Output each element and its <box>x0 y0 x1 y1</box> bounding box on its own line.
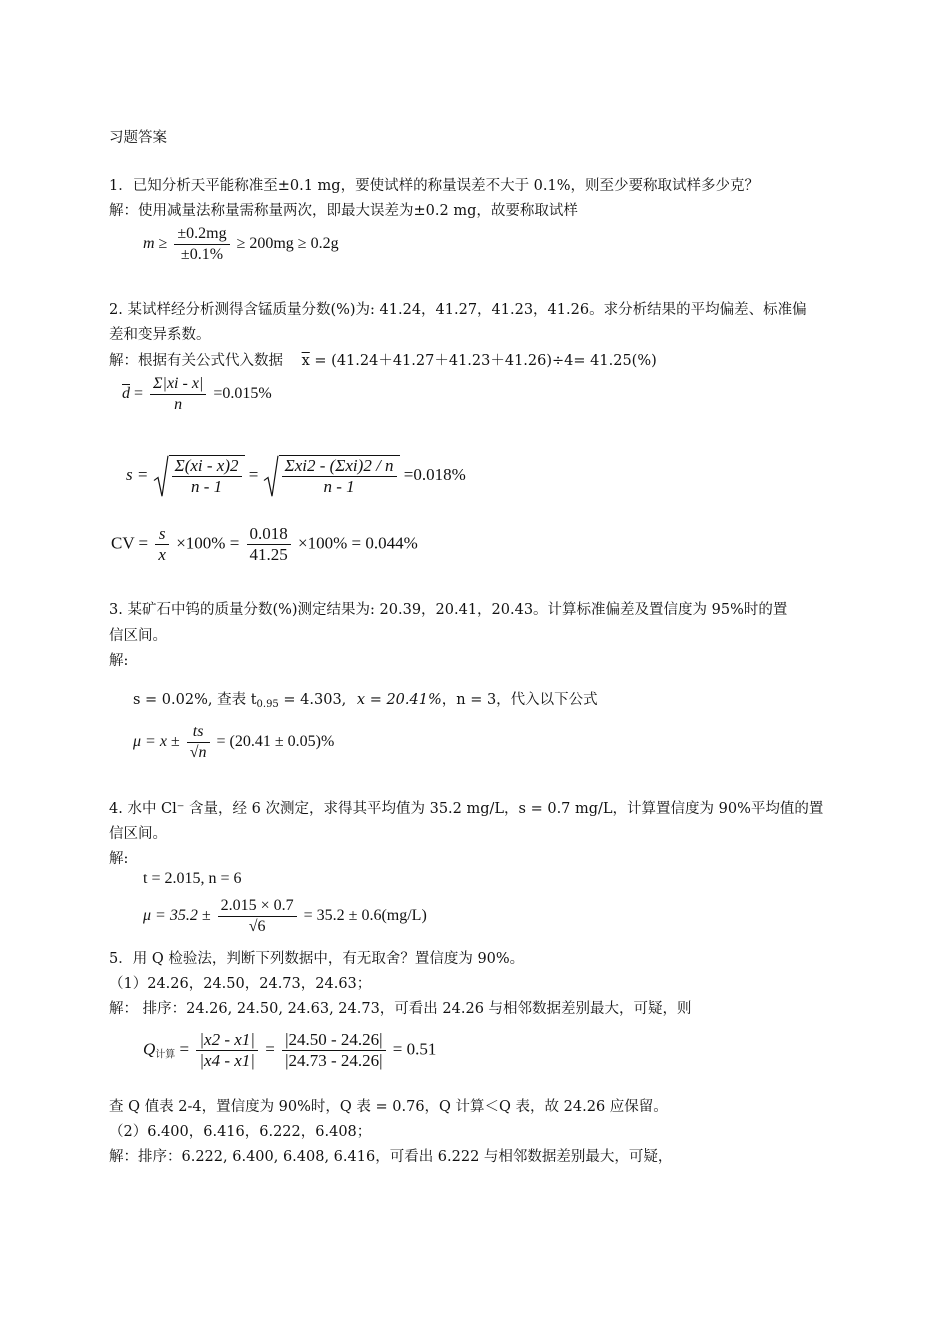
q1-fraction <box>174 224 229 265</box>
q2-sqrt-1 <box>153 455 245 497</box>
q2-cv-numerator-2: 0.018 <box>247 524 291 545</box>
q2-cv-fraction-2 <box>247 524 291 565</box>
q5-q-denominator-2: |24.73 - 24.26| <box>285 1051 383 1070</box>
q2-cv-lhs: CV = <box>111 533 149 553</box>
q2-std-formula: s = $\frac{\Sigma(xi - x)2}{n - 1}$ = $\frac{\text{Σxi2 - (Σxi)2 / n}}{n - 1}$ =0.018% <box>126 456 466 496</box>
q3-mu-numerator: ts <box>187 722 210 743</box>
q2-d-fraction <box>150 374 206 415</box>
q3-mu-lhs: μ = x ± <box>133 733 180 751</box>
q1-numerator: ±0.2mg <box>174 224 229 245</box>
q2-s-fraction-2 <box>282 456 397 497</box>
q1-denominator: ±0.1% <box>180 246 224 263</box>
q3-given: s = 0.02%, 查表 t <box>133 692 257 708</box>
q5-q-symbol: Q <box>143 1039 156 1059</box>
q3-mu-formula <box>133 722 334 763</box>
q5-q-denominator-1: |x4 - x1| <box>199 1051 255 1070</box>
q2-question-line1: 2. 某试样经分析测得含锰质量分数(%)为: 41.24，41.27，41.23，41.26。求分析结果的平均偏差、标准偏 <box>109 302 807 318</box>
q4-mu-lhs: μ = 35.2 ± <box>143 907 211 925</box>
q4-mu-result: = 35.2 ± 0.6(mg/L) <box>303 907 427 925</box>
q5-q-numerator-2: |24.50 - 24.26| <box>282 1030 385 1051</box>
q4-answer: 解: <box>109 851 129 867</box>
q1-formula-rhs: ≥ 200mg ≥ 0.2g <box>236 235 339 253</box>
q2-mean-expression: = (41.24＋41.27＋41.23＋41.26)÷4= 41.25(%) <box>309 353 657 369</box>
q2-s-fraction-1 <box>172 456 242 497</box>
q2-d-symbol: $\overline{d}$ <box>122 385 130 403</box>
q2-avg-deviation-formula: $\overline{d}$ = $\frac{\Sigma|xi - x|}{n}$ =0.015% <box>122 375 272 413</box>
q2-s-lhs: s = <box>126 464 149 484</box>
q2-cv-fraction-1 <box>155 524 169 565</box>
q5-q-formula: $Q_{计算}$ = $\frac{|x2 - x1|}{|x4 - x1|}$ = $\frac{|24.50 - 24.26|}{|24.73 - 24.26|}$ = 0.51 <box>143 1030 437 1070</box>
q5-q-fraction-1 <box>196 1030 258 1071</box>
q2-cv-numerator-1: s <box>155 524 169 545</box>
q2-question-line2: 差和变异系数。 <box>109 327 211 343</box>
radical-icon <box>263 455 279 497</box>
q2-d-result: =0.015% <box>213 385 272 403</box>
q3-t-value: = 4.303, <box>278 692 347 708</box>
q2-s-numerator-1: Σ(xi - x)2 <box>172 456 242 477</box>
q2-s-result: =0.018% <box>403 464 466 484</box>
q3-question-line2: 信区间。 <box>109 628 167 644</box>
q5-q-numerator-1: |x2 - x1| <box>196 1030 258 1051</box>
q3-question-line1: 3. 某矿石中钨的质量分数(%)测定结果为: 20.39，20.41，20.43。计算标准偏差及置信度为 95%时的置 <box>109 602 788 618</box>
q1-answer: 解：使用减量法称量需称量两次，即最大误差为±0.2 mg，故要称取试样 <box>109 203 578 219</box>
q3-mean: x = 20.41% <box>356 692 442 708</box>
q2-cv-result: ×100% = 0.044% <box>298 533 418 553</box>
q1-formula-lhs: m ≥ <box>143 235 168 253</box>
q4-t-line: t = 2.015, n = 6 <box>143 870 242 887</box>
q2-sqrt-2 <box>263 455 400 497</box>
q3-mu-result: = (20.41 ± 0.05)% <box>216 733 335 751</box>
q2-d-numerator: Σ|xi - x| <box>150 374 206 395</box>
q2-d-denominator: n <box>174 396 183 413</box>
q2-cv-mid: ×100% = <box>176 533 240 553</box>
q4-mu-denominator: √6 <box>248 918 266 935</box>
q2-s-numerator-2: Σxi2 - (Σxi)2 / n <box>282 456 397 477</box>
q2-answer-line <box>109 351 657 371</box>
q5-q-result: = 0.51 <box>392 1039 437 1059</box>
q5-part1: （1）24.26，24.50，24.73，24.63； <box>109 976 372 992</box>
q3-mu-fraction <box>187 722 210 763</box>
q4-mu-formula <box>143 896 427 937</box>
q4-mu-fraction <box>218 896 297 937</box>
q2-cv-denominator-2: 41.25 <box>249 545 288 564</box>
q2-answer: 解：根据有关公式代入数据 <box>109 353 283 369</box>
q5-conclusion1: 查 Q 值表 2-4，置信度为 90%时，Q 表 = 0.76，Q 计算＜Q 表，故 24.26 应保留。 <box>109 1099 668 1115</box>
q3-answer: 解: <box>109 653 129 669</box>
q3-given-line <box>133 690 598 715</box>
q2-s-denominator-2: n - 1 <box>323 477 355 496</box>
q5-question: 5．用 Q 检验法，判断下列数据中，有无取舍？置信度为 90%。 <box>109 951 525 967</box>
q4-question-line1: 4. 水中 Cl⁻ 含量，经 6 次测定，求得其平均值为 35.2 mg/L，s = 0.7 mg/L，计算置信度为 90%平均值的置 <box>109 801 824 817</box>
q4-question-line2: 信区间。 <box>109 826 167 842</box>
q5-solution2: 解：排序：6.222, 6.400, 6.408, 6.416，可看出 6.222 与相邻数据差别最大，可疑， <box>109 1149 673 1165</box>
q2-cv-formula <box>111 524 418 565</box>
q3-tail: ，n = 3，代入以下公式 <box>441 692 598 708</box>
q5-solution1: 解： 排序：24.26, 24.50, 24.63, 24.73，可看出 24.26 与相邻数据差别最大，可疑，则 <box>109 1001 692 1017</box>
q4-mu-numerator: 2.015 × 0.7 <box>218 896 297 917</box>
q3-mu-denominator: √n <box>189 744 207 761</box>
radical-icon <box>153 455 169 497</box>
q5-q-fraction-2 <box>282 1030 385 1071</box>
q5-part2: （2）6.400，6.416，6.222，6.408； <box>109 1124 372 1140</box>
q1-question: 1．已知分析天平能称准至±0.1 mg，要使试样的称量误差不大于 0.1%，则至少要称取试样多少克？ <box>109 178 760 194</box>
q2-s-denominator-1: n - 1 <box>190 477 223 496</box>
q2-mean-symbol: $\overline{x}$ <box>301 353 310 369</box>
page-title: 习题答案 <box>109 130 167 146</box>
q1-formula <box>143 224 339 265</box>
q5-q-subscript: 计算 <box>155 1049 176 1061</box>
q2-cv-denominator-1: x <box>158 545 166 564</box>
q3-t-subscript: 0.95 <box>256 699 279 710</box>
